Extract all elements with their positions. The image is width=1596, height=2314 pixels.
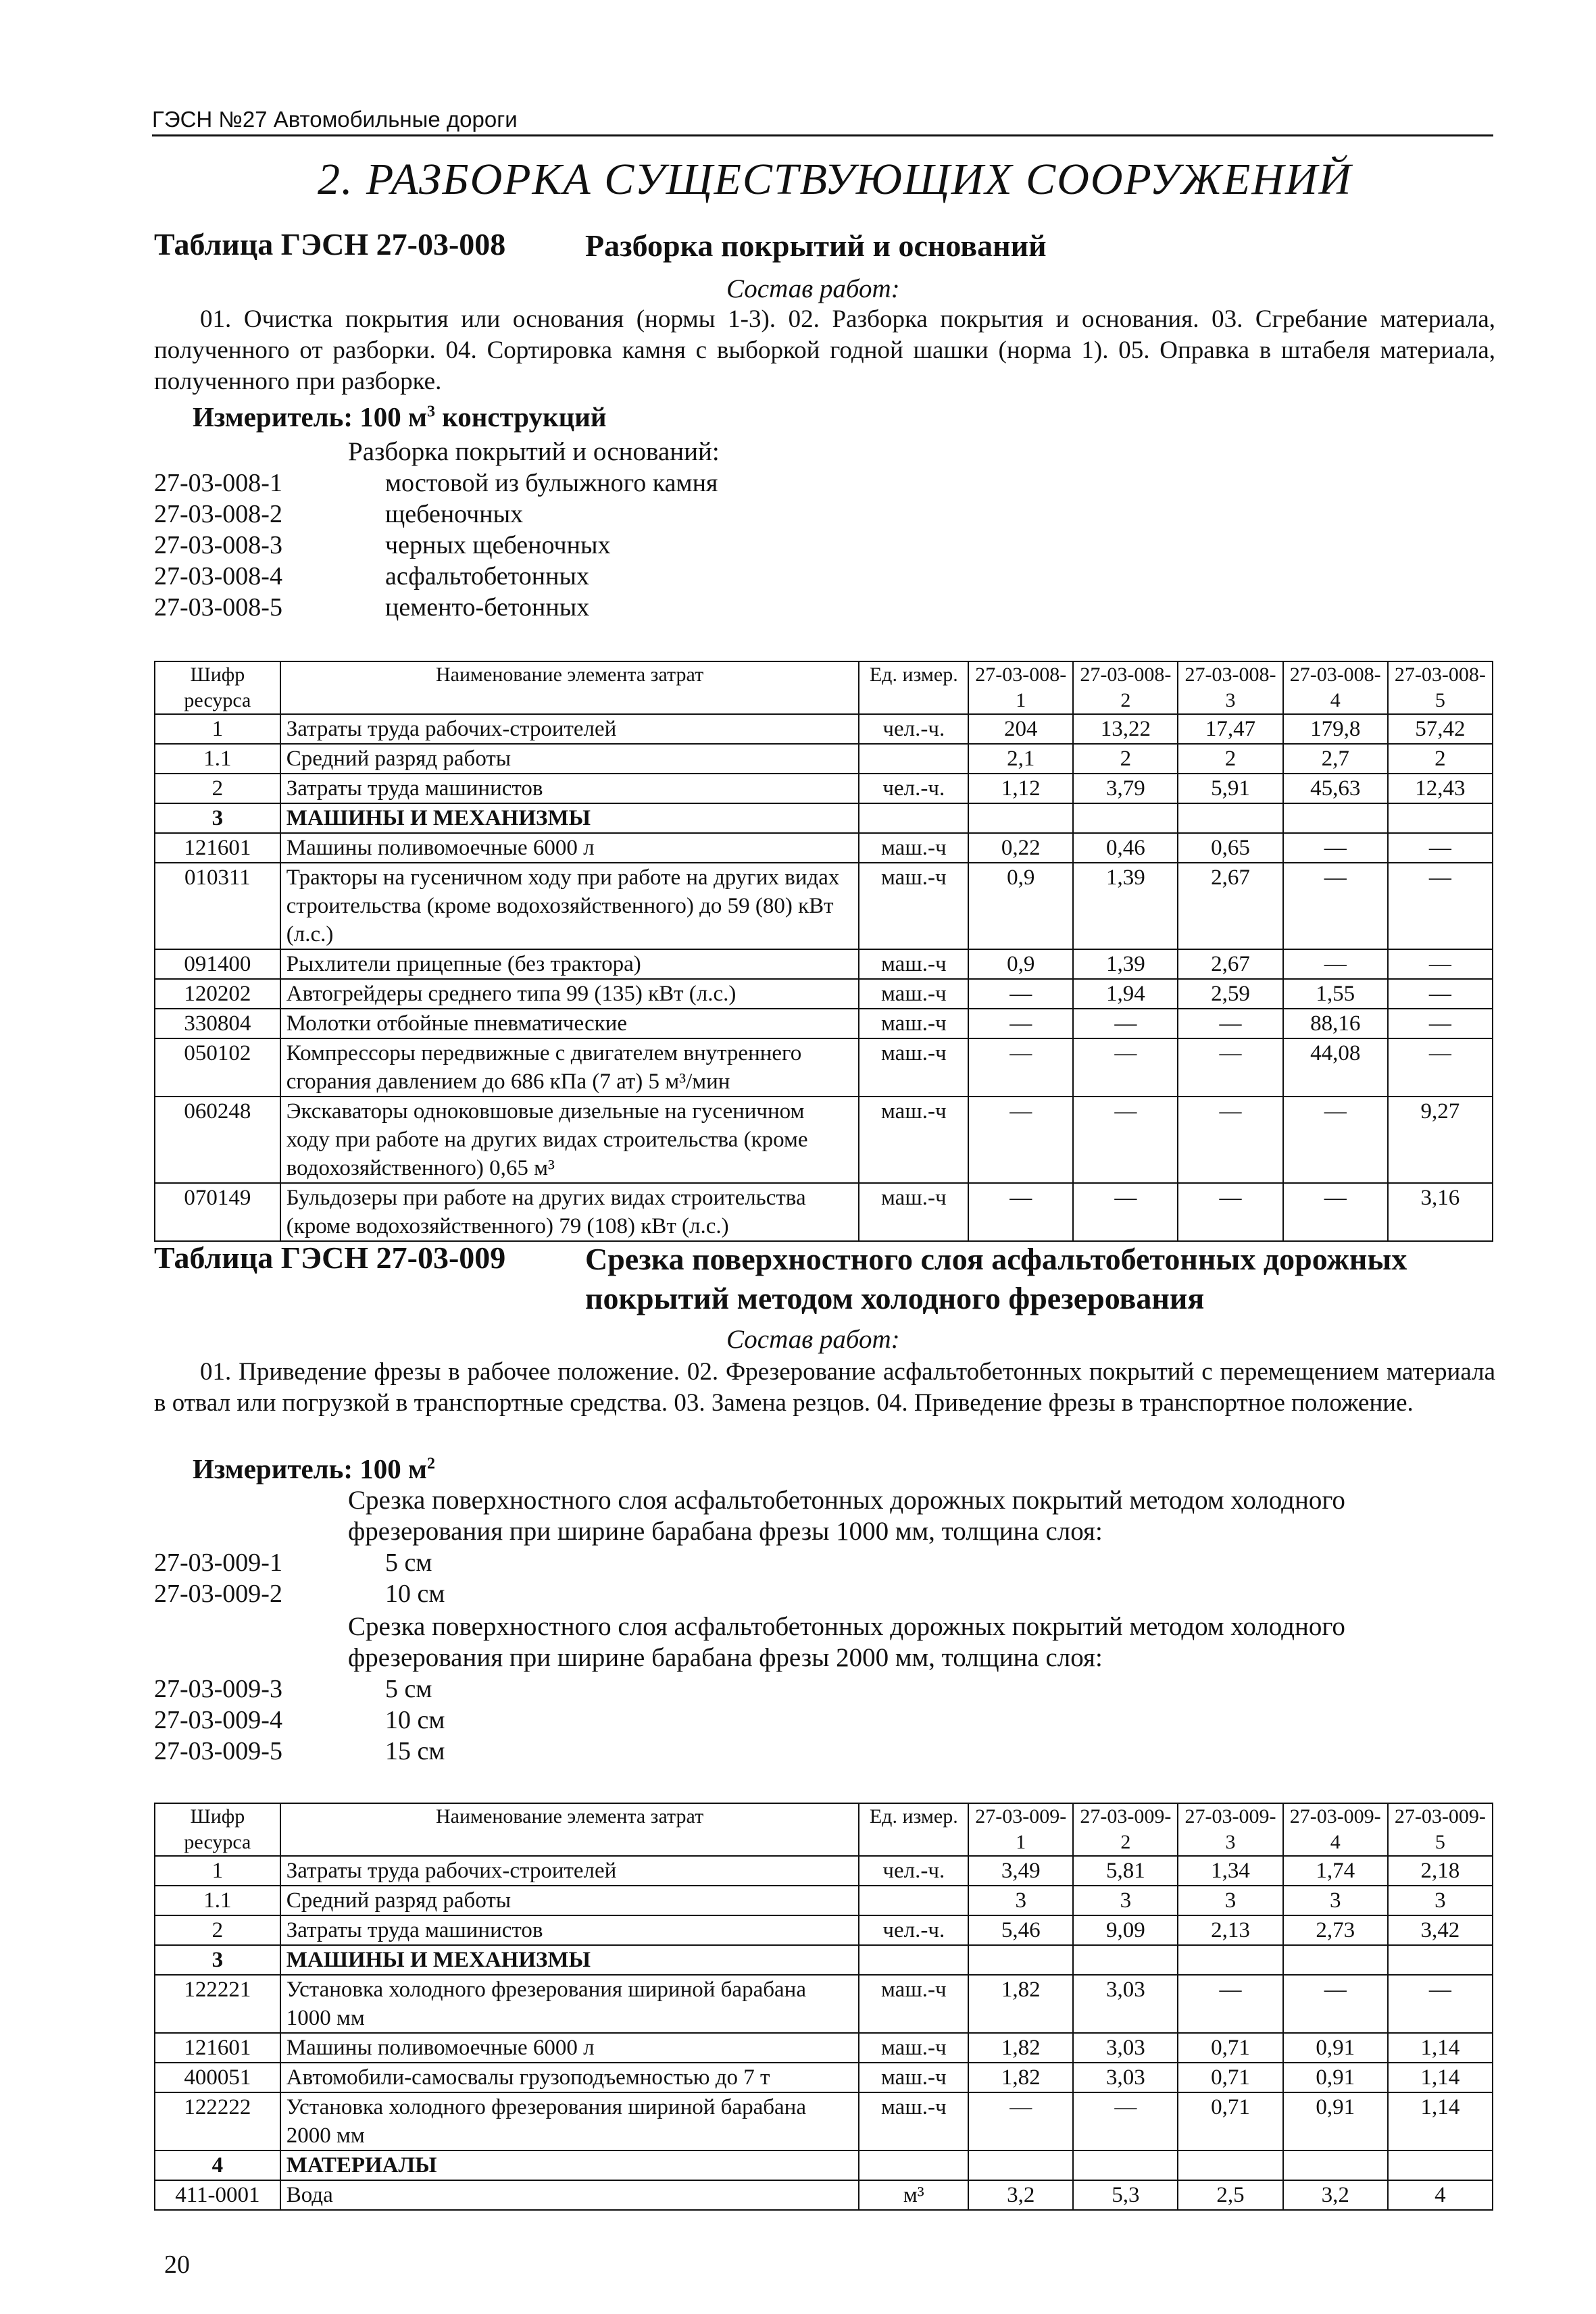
value-cell: 3,49 xyxy=(968,1856,1073,1886)
value-cell: — xyxy=(1388,1975,1493,2033)
value-cell: 2,67 xyxy=(1178,949,1282,979)
resource-code: 1.1 xyxy=(155,1886,280,1915)
value-cell: — xyxy=(1388,1038,1493,1097)
table-group-row xyxy=(155,1945,1493,1975)
value-cell: 3,03 xyxy=(1073,2063,1178,2092)
resource-code: 4 xyxy=(155,2150,280,2180)
table2-measure-unit-power: 2 xyxy=(426,1455,435,1473)
resource-code: 122222 xyxy=(155,2092,280,2150)
resource-name: МАШИНЫ И МЕХАНИЗМЫ xyxy=(280,803,859,833)
value-cell: — xyxy=(1283,863,1388,949)
resource-name: Затраты труда рабочих-строителей xyxy=(280,1856,859,1886)
value-cell: 3,16 xyxy=(1388,1183,1493,1241)
value-cell: — xyxy=(1178,1183,1282,1241)
unit-cell: маш.-ч xyxy=(859,1038,968,1097)
value-cell: — xyxy=(1073,2092,1178,2150)
value-cell: 1,55 xyxy=(1283,979,1388,1009)
value-cell: 5,91 xyxy=(1178,774,1282,803)
value-cell: 204 xyxy=(968,714,1073,744)
resource-name: Тракторы на гусеничном ходу при работе на других видах строительства (кроме водохозяйственного) до 59 (80) кВт (л.с.) xyxy=(280,863,859,949)
value-cell: 2,59 xyxy=(1178,979,1282,1009)
value-cell: — xyxy=(1388,863,1493,949)
table-row xyxy=(155,1009,1493,1038)
norm-description: 5 см xyxy=(385,1675,432,1703)
value-cell: 13,22 xyxy=(1073,714,1178,744)
resource-name: Установка холодного фрезерования шириной барабана 2000 мм xyxy=(280,2092,859,2150)
value-cell: 3 xyxy=(968,1886,1073,1915)
resource-name: Затраты труда машинистов xyxy=(280,1915,859,1945)
running-header: ГЭСН №27 Автомобильные дороги xyxy=(152,107,518,132)
table-row xyxy=(155,1915,1493,1945)
column-header: Шифр ресурса xyxy=(155,661,280,714)
value-cell xyxy=(1178,2150,1282,2180)
value-cell: 9,09 xyxy=(1073,1915,1178,1945)
page-number: 20 xyxy=(164,2250,190,2279)
norm-code: 27-03-009-3 xyxy=(154,1675,282,1703)
table-row xyxy=(155,714,1493,744)
resource-name: Машины поливомоечные 6000 л xyxy=(280,2033,859,2063)
table1-name: Разборка покрытий и оснований xyxy=(585,228,1047,263)
value-cell: — xyxy=(968,2092,1073,2150)
norm-code: 27-03-009-2 xyxy=(154,1580,282,1608)
column-header: Ед. измер. xyxy=(859,1803,968,1856)
norm-description: черных щебеночных xyxy=(385,531,611,559)
column-header: 27-03-009-5 xyxy=(1388,1803,1493,1856)
norm-code: 27-03-009-1 xyxy=(154,1549,282,1577)
table2-measure-label: Измеритель: 100 м xyxy=(193,1453,427,1484)
resource-name: Затраты труда машинистов xyxy=(280,774,859,803)
column-header: Шифр ресурса xyxy=(155,1803,280,1856)
value-cell: — xyxy=(1073,1097,1178,1183)
value-cell: 1,14 xyxy=(1388,2063,1493,2092)
value-cell: — xyxy=(1073,1183,1178,1241)
norm-description: мостовой из булыжного камня xyxy=(385,469,718,497)
resource-name: Затраты труда рабочих-строителей xyxy=(280,714,859,744)
table1-codes-list xyxy=(154,468,718,623)
resource-code: 121601 xyxy=(155,2033,280,2063)
table-row xyxy=(155,1975,1493,2033)
unit-cell: чел.-ч. xyxy=(859,714,968,744)
value-cell: 2 xyxy=(1073,744,1178,774)
value-cell: 3 xyxy=(1073,1886,1178,1915)
unit-cell: маш.-ч xyxy=(859,979,968,1009)
value-cell: 0,71 xyxy=(1178,2033,1282,2063)
unit-cell: маш.-ч xyxy=(859,2033,968,2063)
value-cell xyxy=(1178,1945,1282,1975)
resource-code: 3 xyxy=(155,1945,280,1975)
column-header: 27-03-008-1 xyxy=(968,661,1073,714)
value-cell: 1,94 xyxy=(1073,979,1178,1009)
unit-cell: маш.-ч xyxy=(859,2063,968,2092)
norm-description: цементо-бетонных xyxy=(385,593,590,622)
value-cell: 5,81 xyxy=(1073,1856,1178,1886)
norm-description: 10 см xyxy=(385,1580,445,1608)
norm-code: 27-03-009-5 xyxy=(154,1737,282,1765)
value-cell: 1,34 xyxy=(1178,1856,1282,1886)
table2-codes-list-1 xyxy=(154,1547,445,1609)
table-row xyxy=(155,1856,1493,1886)
value-cell xyxy=(1073,2150,1178,2180)
value-cell: — xyxy=(968,979,1073,1009)
resource-code: 122221 xyxy=(155,1975,280,2033)
unit-cell xyxy=(859,1945,968,1975)
table-row xyxy=(155,1038,1493,1097)
unit-cell: маш.-ч xyxy=(859,949,968,979)
value-cell: 2,18 xyxy=(1388,1856,1493,1886)
value-cell: 2,5 xyxy=(1178,2180,1282,2210)
code-row xyxy=(154,499,718,530)
norm-code: 27-03-008-5 xyxy=(154,593,282,622)
table-row xyxy=(155,1183,1493,1241)
unit-cell: маш.-ч xyxy=(859,1183,968,1241)
value-cell: — xyxy=(968,1038,1073,1097)
section-title: 2. РАЗБОРКА СУЩЕСТВУЮЩИХ СООРУЖЕНИЙ xyxy=(318,155,1353,204)
value-cell: 5,46 xyxy=(968,1915,1073,1945)
code-row xyxy=(154,561,718,592)
value-cell: 2,13 xyxy=(1178,1915,1282,1945)
value-cell: — xyxy=(1283,833,1388,863)
table1-intro: Разборка покрытий и оснований: xyxy=(348,437,720,466)
value-cell: — xyxy=(1073,1038,1178,1097)
value-cell: 1,39 xyxy=(1073,949,1178,979)
norm-description: 10 см xyxy=(385,1706,445,1734)
unit-cell xyxy=(859,803,968,833)
resource-code: 060248 xyxy=(155,1097,280,1183)
column-header: 27-03-009-3 xyxy=(1178,1803,1282,1856)
value-cell: 4 xyxy=(1388,2180,1493,2210)
resource-code: 411-0001 xyxy=(155,2180,280,2210)
unit-cell: маш.-ч xyxy=(859,2092,968,2150)
code-row xyxy=(154,1578,445,1609)
resource-name: Вода xyxy=(280,2180,859,2210)
value-cell: 2,7 xyxy=(1283,744,1388,774)
value-cell: 17,47 xyxy=(1178,714,1282,744)
unit-cell xyxy=(859,1886,968,1915)
value-cell: 44,08 xyxy=(1283,1038,1388,1097)
resource-name: Экскаваторы одноковшовые дизельные на гусеничном ходу при работе на других видах строительства (кроме водохозяйственного) 0,65 м³ xyxy=(280,1097,859,1183)
value-cell xyxy=(968,803,1073,833)
value-cell: 0,71 xyxy=(1178,2063,1282,2092)
value-cell: 5,3 xyxy=(1073,2180,1178,2210)
value-cell: 0,65 xyxy=(1178,833,1282,863)
value-cell: — xyxy=(1178,1975,1282,2033)
value-cell: 1,82 xyxy=(968,1975,1073,2033)
resource-code: 400051 xyxy=(155,2063,280,2092)
value-cell xyxy=(1388,803,1493,833)
value-cell xyxy=(1283,2150,1388,2180)
norm-description: щебеночных xyxy=(385,500,524,528)
value-cell: — xyxy=(1388,979,1493,1009)
resource-code: 091400 xyxy=(155,949,280,979)
unit-cell: чел.-ч. xyxy=(859,774,968,803)
value-cell: — xyxy=(1388,949,1493,979)
resource-code: 1 xyxy=(155,714,280,744)
table-header-row xyxy=(155,661,1493,714)
table-row xyxy=(155,2063,1493,2092)
value-cell: 12,43 xyxy=(1388,774,1493,803)
value-cell: — xyxy=(1283,1975,1388,2033)
code-row xyxy=(154,468,718,499)
table-row xyxy=(155,2180,1493,2210)
value-cell: 0,71 xyxy=(1178,2092,1282,2150)
header-rule xyxy=(152,134,1493,136)
value-cell: 1,14 xyxy=(1388,2092,1493,2150)
table1-resources xyxy=(154,661,1493,1242)
resource-code: 3 xyxy=(155,803,280,833)
value-cell: 0,91 xyxy=(1283,2033,1388,2063)
table2-name: Срезка поверхностного слоя асфальтобетонных дорожных покрытий методом холодного фрезерования xyxy=(585,1242,1407,1315)
table-row xyxy=(155,2033,1493,2063)
value-cell: 2,67 xyxy=(1178,863,1282,949)
table1-sostav-label: Состав работ: xyxy=(726,274,900,303)
value-cell xyxy=(1073,1945,1178,1975)
table-row xyxy=(155,1097,1493,1183)
value-cell: 3,2 xyxy=(1283,2180,1388,2210)
value-cell: 3,2 xyxy=(968,2180,1073,2210)
value-cell: 2 xyxy=(1388,744,1493,774)
value-cell: 1,12 xyxy=(968,774,1073,803)
column-header: 27-03-008-4 xyxy=(1283,661,1388,714)
table-row xyxy=(155,979,1493,1009)
unit-cell: маш.-ч xyxy=(859,833,968,863)
value-cell: 3 xyxy=(1283,1886,1388,1915)
table-group-row xyxy=(155,803,1493,833)
value-cell xyxy=(1283,1945,1388,1975)
column-header: 27-03-008-5 xyxy=(1388,661,1493,714)
table2-sostav-text: 01. Приведение фрезы в рабочее положение. 02. Фрезерование асфальтобетонных покрытий с перемещением материала в отвал или погрузкой в транспортные средства. 03. Замена резцов. 04. Приведение фрезы в транспортное положение. xyxy=(154,1358,1495,1417)
value-cell: 3,79 xyxy=(1073,774,1178,803)
resource-code: 050102 xyxy=(155,1038,280,1097)
column-header: 27-03-009-4 xyxy=(1283,1803,1388,1856)
unit-cell: чел.-ч. xyxy=(859,1915,968,1945)
table2-codes-list-2 xyxy=(154,1674,445,1767)
value-cell: 3,03 xyxy=(1073,2033,1178,2063)
value-cell: 3 xyxy=(1388,1886,1493,1915)
value-cell: 0,46 xyxy=(1073,833,1178,863)
resource-name: Рыхлители прицепные (без трактора) xyxy=(280,949,859,979)
table-row xyxy=(155,2092,1493,2150)
code-row xyxy=(154,1674,445,1705)
code-row xyxy=(154,592,718,623)
value-cell: 45,63 xyxy=(1283,774,1388,803)
value-cell: 3,42 xyxy=(1388,1915,1493,1945)
value-cell: 1,82 xyxy=(968,2033,1073,2063)
value-cell: 0,9 xyxy=(968,863,1073,949)
value-cell xyxy=(968,1945,1073,1975)
unit-cell: м³ xyxy=(859,2180,968,2210)
value-cell: — xyxy=(1388,1009,1493,1038)
value-cell: 2,1 xyxy=(968,744,1073,774)
resource-name: МАТЕРИАЛЫ xyxy=(280,2150,859,2180)
resource-name: Компрессоры передвижные с двигателем внутреннего сгорания давлением до 686 кПа (7 ат) 5 м³/мин xyxy=(280,1038,859,1097)
table-row xyxy=(155,744,1493,774)
unit-cell: маш.-ч xyxy=(859,1097,968,1183)
value-cell: 179,8 xyxy=(1283,714,1388,744)
value-cell: 0,9 xyxy=(968,949,1073,979)
value-cell: 0,22 xyxy=(968,833,1073,863)
table2-measure xyxy=(193,1453,435,1485)
value-cell: 3,03 xyxy=(1073,1975,1178,2033)
resource-name: Автомобили-самосвалы грузоподъемностью до 7 т xyxy=(280,2063,859,2092)
code-row xyxy=(154,1705,445,1736)
value-cell: — xyxy=(1073,1009,1178,1038)
norm-description: асфальтобетонных xyxy=(385,562,589,590)
value-cell: 2,73 xyxy=(1283,1915,1388,1945)
table1-measure-unit-power: 3 xyxy=(426,403,435,421)
table2-sostav-label: Состав работ: xyxy=(726,1325,900,1354)
resource-code: 070149 xyxy=(155,1183,280,1241)
column-header: Наименование элемента затрат xyxy=(280,1803,859,1856)
value-cell xyxy=(968,2150,1073,2180)
norm-description: 15 см xyxy=(385,1737,445,1765)
value-cell: — xyxy=(1283,1097,1388,1183)
resource-code: 121601 xyxy=(155,833,280,863)
value-cell: 0,91 xyxy=(1283,2063,1388,2092)
value-cell xyxy=(1073,803,1178,833)
norm-description: 5 см xyxy=(385,1549,432,1577)
unit-cell: маш.-ч xyxy=(859,1009,968,1038)
table-row xyxy=(155,1886,1493,1915)
table2-label: Таблица ГЭСН 27-03-009 xyxy=(154,1240,506,1275)
resource-code: 2 xyxy=(155,1915,280,1945)
table-row xyxy=(155,833,1493,863)
column-header: 27-03-009-2 xyxy=(1073,1803,1178,1856)
unit-cell: чел.-ч. xyxy=(859,1856,968,1886)
unit-cell: маш.-ч xyxy=(859,1975,968,2033)
table1-measure xyxy=(193,401,607,433)
column-header: Наименование элемента затрат xyxy=(280,661,859,714)
value-cell xyxy=(1388,1945,1493,1975)
value-cell: 88,16 xyxy=(1283,1009,1388,1038)
value-cell: — xyxy=(1178,1009,1282,1038)
value-cell: — xyxy=(968,1097,1073,1183)
resource-name: Средний разряд работы xyxy=(280,1886,859,1915)
resource-code: 120202 xyxy=(155,979,280,1009)
table-group-row xyxy=(155,2150,1493,2180)
resource-name: МАШИНЫ И МЕХАНИЗМЫ xyxy=(280,1945,859,1975)
value-cell: 57,42 xyxy=(1388,714,1493,744)
column-header: Ед. измер. xyxy=(859,661,968,714)
resource-name: Установка холодного фрезерования шириной барабана 1000 мм xyxy=(280,1975,859,2033)
table-row xyxy=(155,949,1493,979)
value-cell xyxy=(1178,803,1282,833)
value-cell: — xyxy=(968,1183,1073,1241)
column-header: 27-03-008-2 xyxy=(1073,661,1178,714)
table1-label: Таблица ГЭСН 27-03-008 xyxy=(154,227,506,261)
value-cell: 9,27 xyxy=(1388,1097,1493,1183)
norm-code: 27-03-008-1 xyxy=(154,469,282,497)
resource-name: Машины поливомоечные 6000 л xyxy=(280,833,859,863)
table-row xyxy=(155,863,1493,949)
resource-code: 010311 xyxy=(155,863,280,949)
value-cell: 3 xyxy=(1178,1886,1282,1915)
value-cell: — xyxy=(1178,1038,1282,1097)
table-header-row xyxy=(155,1803,1493,1856)
table1-measure-label: Измеритель: 100 м xyxy=(193,401,427,432)
column-header: 27-03-008-3 xyxy=(1178,661,1282,714)
norm-code: 27-03-009-4 xyxy=(154,1706,282,1734)
code-row xyxy=(154,1547,445,1578)
value-cell: — xyxy=(968,1009,1073,1038)
value-cell: 1,39 xyxy=(1073,863,1178,949)
value-cell: — xyxy=(1178,1097,1282,1183)
value-cell xyxy=(1283,803,1388,833)
value-cell: 0,91 xyxy=(1283,2092,1388,2150)
resource-name: Средний разряд работы xyxy=(280,744,859,774)
unit-cell: маш.-ч xyxy=(859,863,968,949)
code-row xyxy=(154,1736,445,1767)
norm-code: 27-03-008-4 xyxy=(154,562,282,590)
value-cell: 2 xyxy=(1178,744,1282,774)
resource-name: Автогрейдеры среднего типа 99 (135) кВт (л.с.) xyxy=(280,979,859,1009)
resource-name: Молотки отбойные пневматические xyxy=(280,1009,859,1038)
value-cell xyxy=(1388,2150,1493,2180)
table2-intro-1: Срезка поверхностного слоя асфальтобетонных дорожных покрытий методом холодного фрезерования при ширине барабана фрезы 1000 мм, толщина слоя: xyxy=(348,1486,1345,1546)
value-cell: — xyxy=(1388,833,1493,863)
column-header: 27-03-009-1 xyxy=(968,1803,1073,1856)
value-cell: 1,14 xyxy=(1388,2033,1493,2063)
resource-code: 330804 xyxy=(155,1009,280,1038)
code-row xyxy=(154,530,718,561)
resource-code: 1 xyxy=(155,1856,280,1886)
resource-code: 2 xyxy=(155,774,280,803)
table-row xyxy=(155,774,1493,803)
value-cell: — xyxy=(1283,949,1388,979)
resource-name: Бульдозеры при работе на других видах строительства (кроме водохозяйственного) 79 (108) кВт (л.с.) xyxy=(280,1183,859,1241)
resource-code: 1.1 xyxy=(155,744,280,774)
norm-code: 27-03-008-2 xyxy=(154,500,282,528)
table2-intro-2: Срезка поверхностного слоя асфальтобетонных дорожных покрытий методом холодного фрезерования при ширине барабана фрезы 2000 мм, толщина слоя: xyxy=(348,1612,1345,1672)
value-cell: 1,74 xyxy=(1283,1856,1388,1886)
table2-resources xyxy=(154,1803,1493,2211)
table1-sostav-text: 01. Очистка покрытия или основания (нормы 1-3). 02. Разборка покрытия и основания. 03. Сгребание материала, полученного от разборки. 04. Сортировка камня с выборкой годной шашки (норма 1). 05. Оправка в штабеля материала, полученного при разборке. xyxy=(154,305,1495,395)
unit-cell xyxy=(859,744,968,774)
value-cell: 1,82 xyxy=(968,2063,1073,2092)
table1-measure-tail: конструкций xyxy=(434,401,607,432)
unit-cell xyxy=(859,2150,968,2180)
value-cell: — xyxy=(1283,1183,1388,1241)
norm-code: 27-03-008-3 xyxy=(154,531,282,559)
